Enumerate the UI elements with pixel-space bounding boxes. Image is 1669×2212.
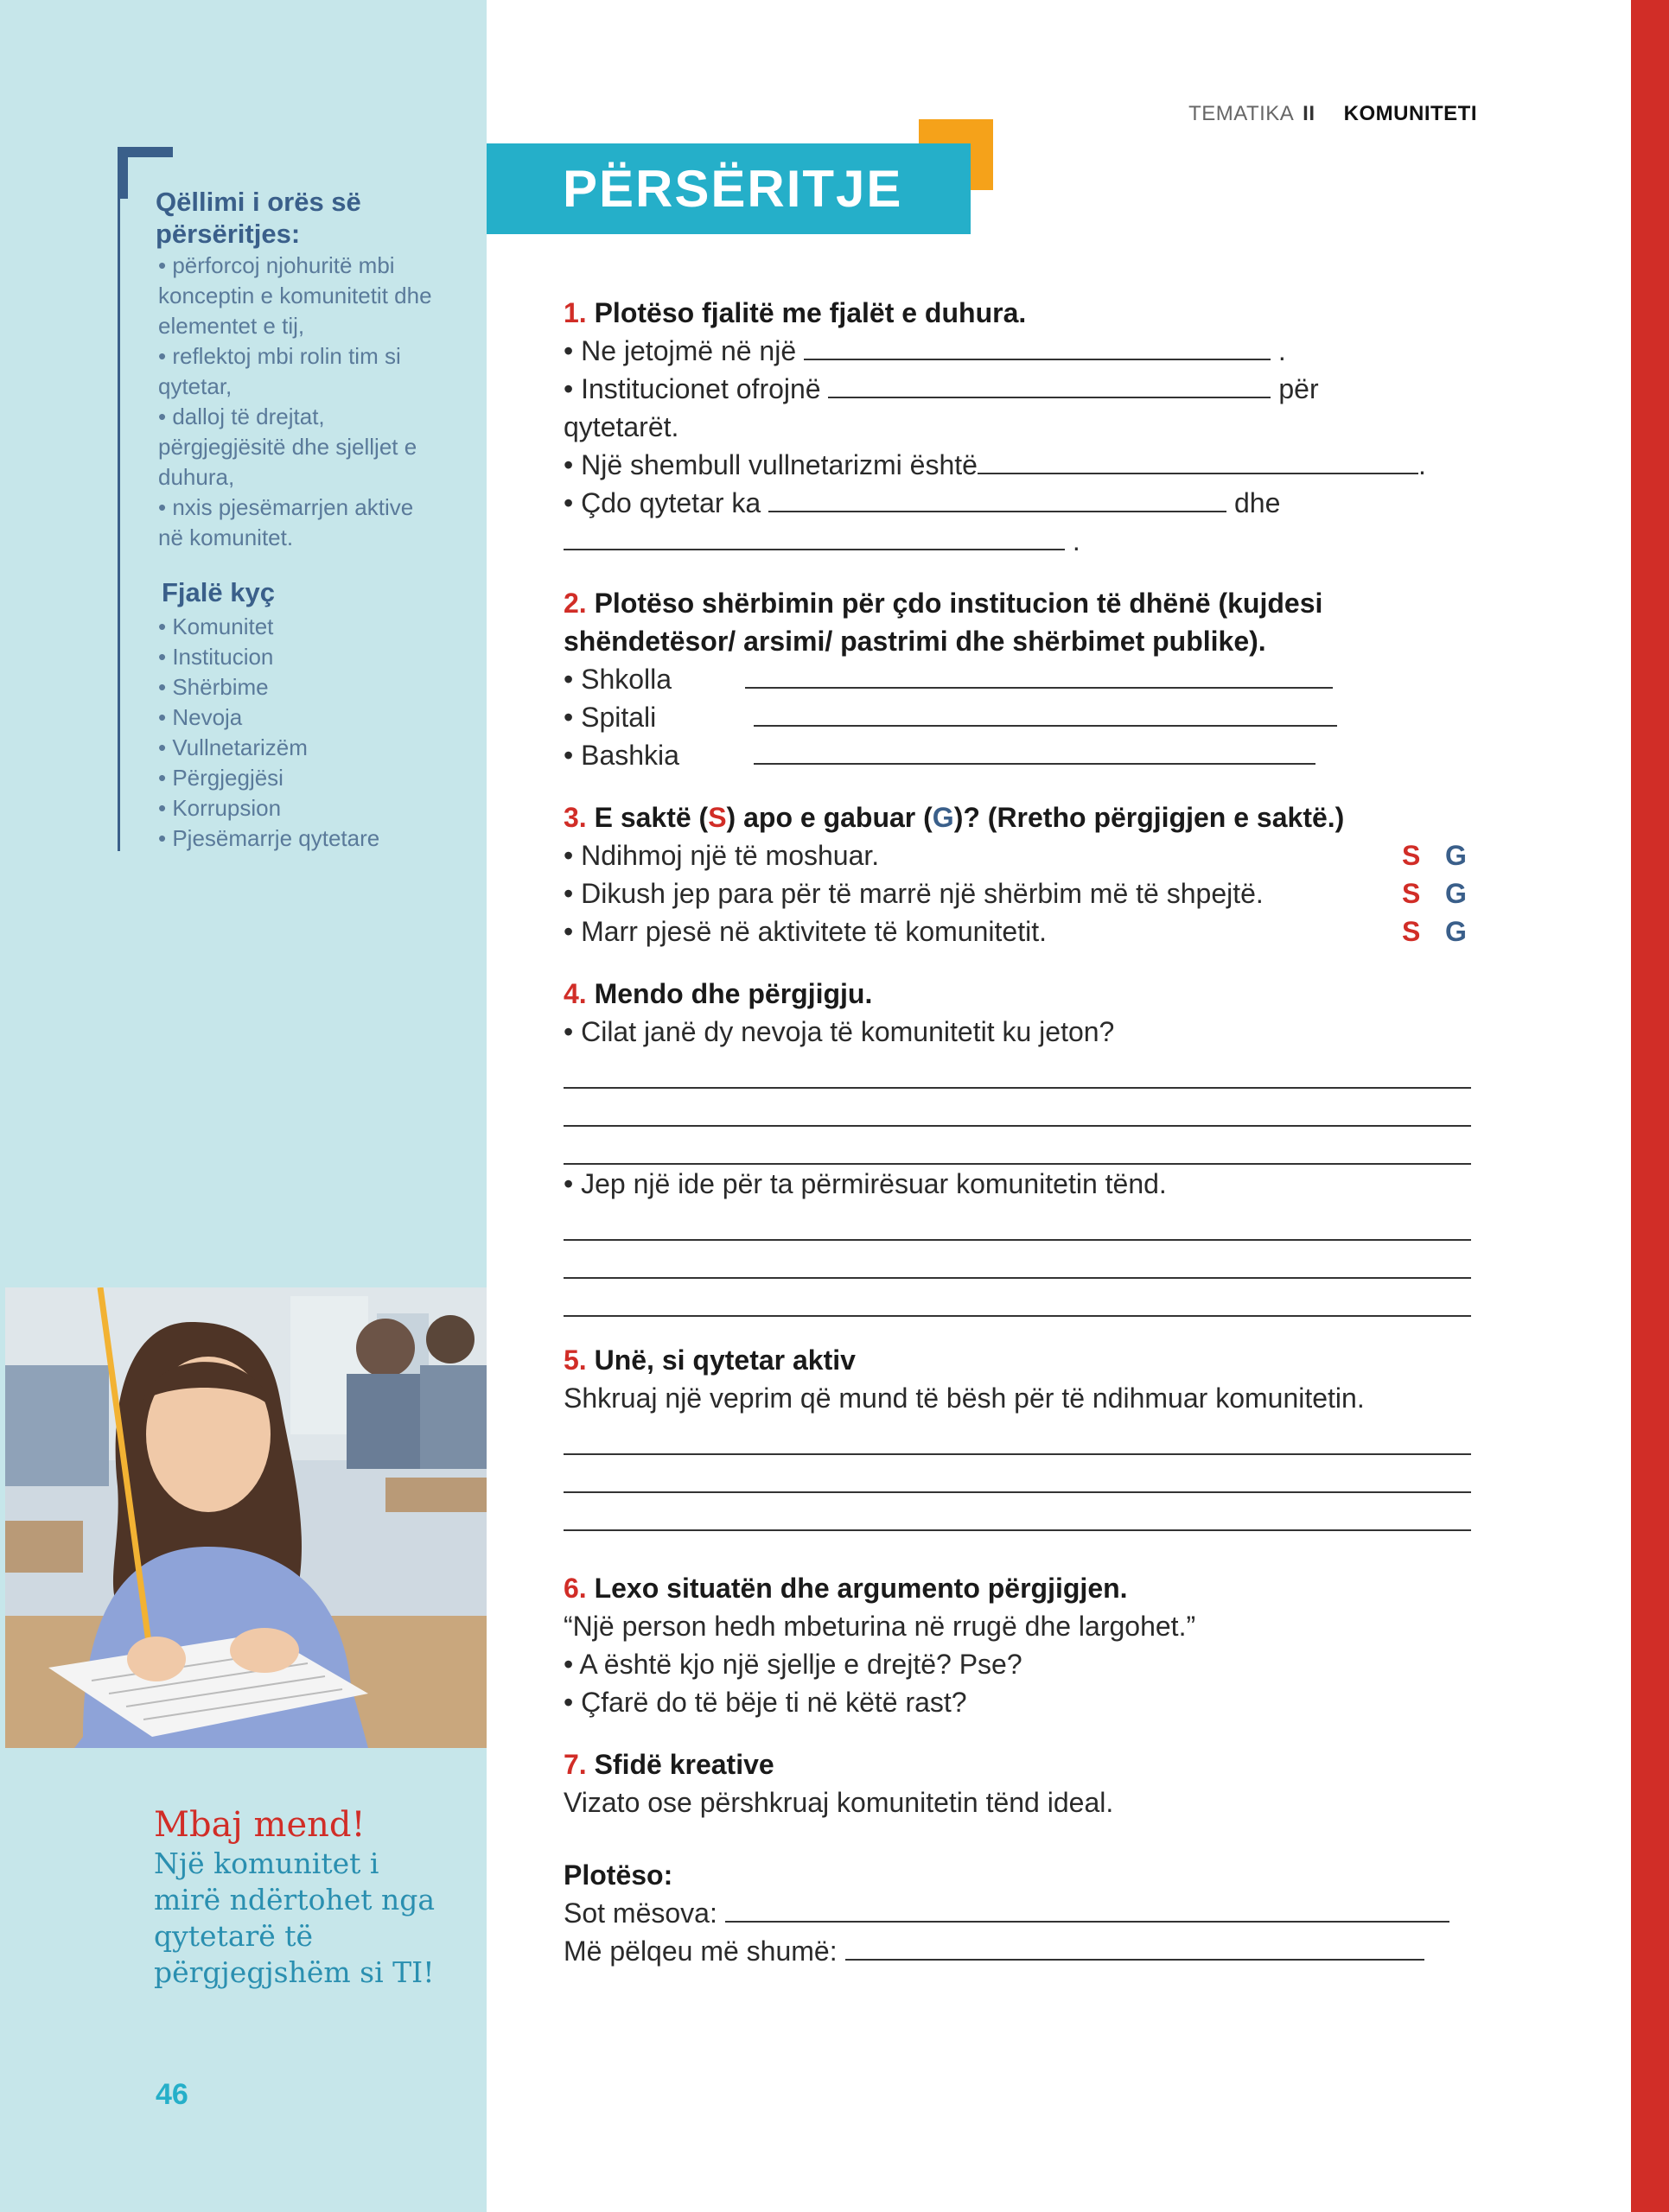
- q1-line: .: [564, 522, 1471, 560]
- answer-blank[interactable]: [754, 699, 1337, 727]
- q3-title: 3. E saktë (S) apo e gabuar (G)? (Rretho përgjigjen e saktë.): [564, 802, 1345, 833]
- q7-text: Vizato ose përshkruaj komunitetin tënd ideal.: [564, 1787, 1114, 1818]
- keywords-title: Fjalë kyç: [162, 577, 275, 607]
- student-writing-illustration: [5, 1287, 487, 1748]
- q1-title: 1. Plotëso fjalitë me fjalët e duhura.: [564, 297, 1027, 328]
- answer-blank[interactable]: [978, 447, 1418, 474]
- answer-blank[interactable]: [768, 485, 1226, 512]
- complete-line: Sot mësova:: [564, 1894, 1471, 1932]
- page-header: [1188, 102, 1477, 126]
- complete-line: Më pëlqeu më shumë:: [564, 1932, 1471, 1970]
- remember-text: Një komunitet i mirë ndërtohet nga qytetarë të përgjegjshëm si TI!: [154, 1847, 436, 1989]
- keywords-list: [158, 612, 443, 854]
- header-unit: KOMUNITETI: [1343, 102, 1477, 125]
- q2-item: • Shkolla: [564, 660, 1471, 698]
- keyword-item: • Nevoja: [158, 702, 443, 733]
- keyword-item: • Komunitet: [158, 612, 443, 642]
- remember-box: [154, 1804, 448, 1991]
- q6-title: 6. Lexo situatën dhe argumento përgjigjen.: [564, 1573, 1128, 1604]
- answer-line[interactable]: [564, 1051, 1471, 1089]
- q5-text: Shkruaj një veprim që mund të bësh për të ndihmuar komunitetin.: [564, 1382, 1365, 1414]
- keyword-item: • Përgjegjësi: [158, 763, 443, 793]
- q6-prompt: • A është kjo një sjellje e drejtë? Pse?: [564, 1649, 1022, 1680]
- false-option[interactable]: G: [1445, 878, 1467, 909]
- keyword-item: • Korrupsion: [158, 793, 443, 823]
- remember-title: Mbaj mend!: [154, 1805, 366, 1845]
- q1-line: qytetarët.: [564, 411, 679, 442]
- goal-item: • reflektoj mbi rolin tim si qytetar,: [158, 341, 443, 402]
- q5-title: 5. Unë, si qytetar aktiv: [564, 1344, 856, 1376]
- header-number: II: [1303, 102, 1315, 125]
- answer-line[interactable]: [564, 1417, 1471, 1455]
- page-title: PËRSËRITJE: [487, 143, 971, 234]
- q6-quote: “Një person hedh mbeturina në rrugë dhe largohet.”: [564, 1611, 1196, 1642]
- q4-title: 4. Mendo dhe përgjigju.: [564, 978, 873, 1009]
- q2-title: 2. Plotëso shërbimin për çdo institucion të dhënë (kujdesi shëndetësor/ arsimi/ pastrimi dhe shërbimet publike).: [564, 588, 1323, 657]
- keyword-item: • Shërbime: [158, 672, 443, 702]
- answer-line[interactable]: [564, 1279, 1471, 1317]
- red-edge-bar: [1631, 0, 1669, 2212]
- header-tematika: TEMATIKA: [1188, 102, 1293, 125]
- tf-row: • Marr pjesë në aktivitete të komunitetit. S G: [564, 912, 1471, 950]
- goal-title: Qëllimi i orës së përsëritjes:: [156, 187, 361, 249]
- answer-line[interactable]: [564, 1127, 1471, 1165]
- keyword-item: • Institucion: [158, 642, 443, 672]
- q1-line: • Institucionet ofrojnë për: [564, 370, 1471, 408]
- answer-line[interactable]: [564, 1089, 1471, 1127]
- tf-row: • Ndihmoj një të moshuar. S G: [564, 836, 1471, 874]
- true-option[interactable]: S: [1402, 840, 1421, 871]
- false-option[interactable]: G: [1445, 916, 1467, 947]
- true-option[interactable]: S: [1402, 878, 1421, 909]
- keyword-item: • Vullnetarizëm: [158, 733, 443, 763]
- answer-line[interactable]: [564, 1203, 1471, 1241]
- q2-item: • Bashkia: [564, 736, 1471, 774]
- keyword-item: • Pjesëmarrje qytetare: [158, 823, 443, 854]
- q1-line: • Ne jetojmë në një .: [564, 332, 1471, 370]
- q7-title: 7. Sfidë kreative: [564, 1749, 774, 1780]
- goal-item: • dalloj të drejtat, përgjegjësitë dhe sjelljet e duhura,: [158, 402, 443, 493]
- answer-blank[interactable]: [564, 523, 1065, 550]
- answer-blank[interactable]: [725, 1895, 1449, 1923]
- true-option[interactable]: S: [1402, 916, 1421, 947]
- student-test-photo: [5, 1287, 487, 1748]
- q2-item: • Spitali: [564, 698, 1471, 736]
- q4-prompt: • Jep një ide për ta përmirësuar komunitetin tënd.: [564, 1168, 1167, 1199]
- goal-item: • përforcoj njohuritë mbi konceptin e komunitetit dhe elementet e tij,: [158, 251, 443, 341]
- false-option[interactable]: G: [1445, 840, 1467, 871]
- q1-line: • Një shembull vullnetarizmi është .: [564, 446, 1471, 484]
- answer-blank[interactable]: [845, 1933, 1424, 1961]
- answer-blank[interactable]: [754, 737, 1315, 765]
- goal-item: • nxis pjesëmarrjen aktive në komunitet.: [158, 493, 443, 553]
- q1-line: • Çdo qytetar ka dhe: [564, 484, 1471, 522]
- goal-list: [158, 251, 443, 553]
- answer-line[interactable]: [564, 1241, 1471, 1279]
- answer-blank[interactable]: [745, 661, 1333, 689]
- answer-line[interactable]: [564, 1493, 1471, 1531]
- complete-title: Plotëso:: [564, 1859, 673, 1891]
- tf-row: • Dikush jep para për të marrë një shërbim më të shpejtë. S G: [564, 874, 1471, 912]
- answer-blank[interactable]: [804, 333, 1271, 360]
- answer-blank[interactable]: [828, 371, 1271, 398]
- goal-bracket-line: [118, 199, 120, 851]
- page-number: 46: [156, 2078, 188, 2111]
- answer-line[interactable]: [564, 1455, 1471, 1493]
- q6-prompt: • Çfarë do të bëje ti në këtë rast?: [564, 1687, 967, 1718]
- worksheet-content: [564, 294, 1471, 1970]
- q4-prompt: • Cilat janë dy nevoja të komunitetit ku jeton?: [564, 1016, 1115, 1047]
